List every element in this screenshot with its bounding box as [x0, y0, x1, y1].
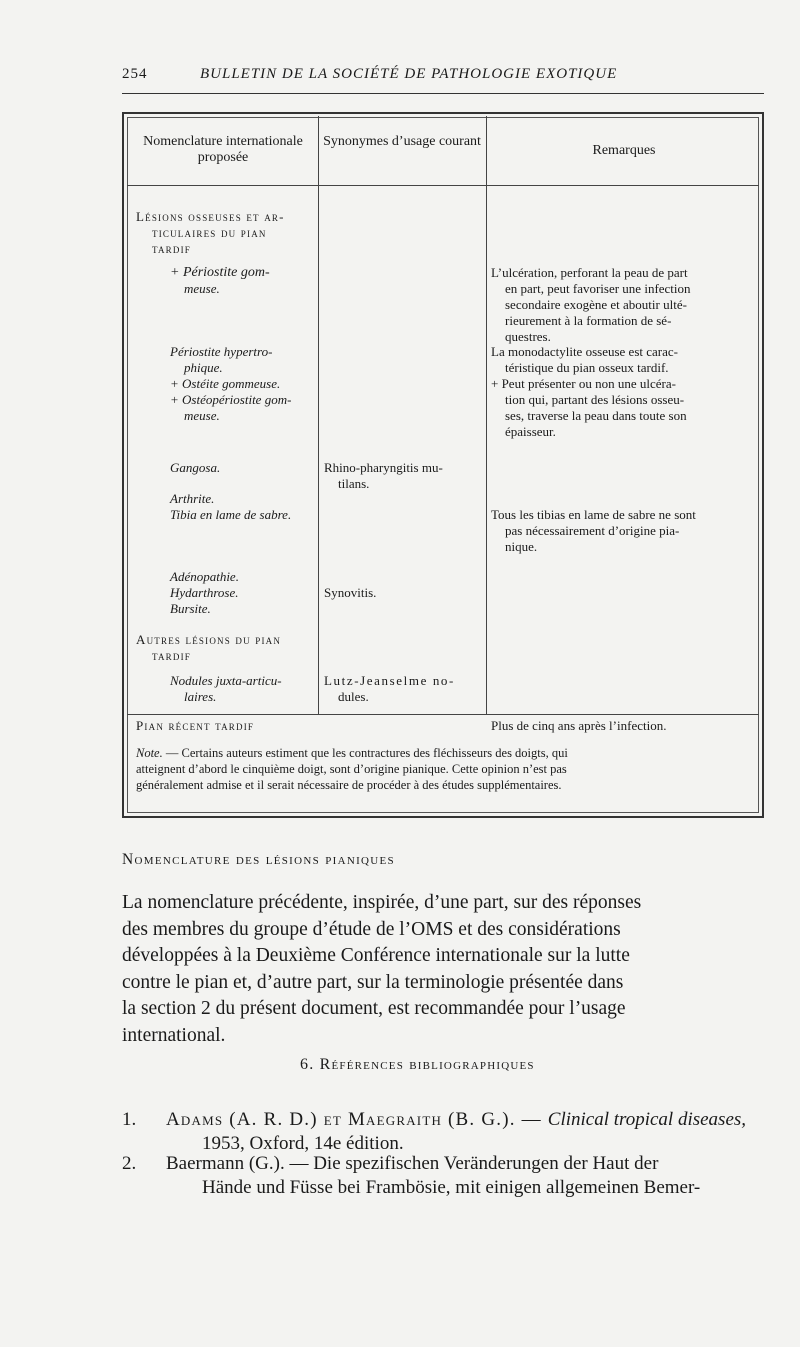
section-title: Nomenclature des lésions pianiques	[122, 851, 395, 868]
reference-item	[122, 1108, 768, 1156]
reference-text: Baermann (G.). — Die spezifischen Veränderungen der Haut der	[166, 1153, 659, 1174]
term: Adénopathie.	[170, 569, 239, 584]
paragraph-line: développées à la Deuxième Conférence internationale sur la lutte	[122, 945, 630, 967]
table-section-heading: Lésions osseuses et ar-	[136, 209, 285, 224]
term: meuse.	[184, 281, 220, 296]
body-paragraph	[122, 890, 768, 1050]
table-section-heading: tardif	[152, 241, 191, 256]
synonym: Rhino-pharyngitis mu-	[324, 460, 443, 475]
synonym: Synovitis.	[324, 585, 377, 600]
note-text: généralement admise et il serait nécessaire de procéder à des études supplémentaires.	[136, 778, 562, 792]
remark: L’ulcération, perforant la peau de part	[491, 265, 688, 280]
remark: + Peut présenter ou non une ulcéra-	[491, 376, 676, 391]
table-body-bottom-rule	[127, 714, 759, 715]
term: Périostite hypertro-	[170, 344, 273, 359]
table-section-heading: Pian récent tardif	[136, 718, 255, 733]
table-column-divider-1	[318, 116, 319, 714]
references-number: 6.	[300, 1056, 315, 1073]
table-section-heading: Autres lésions du pian	[136, 632, 282, 647]
remark: nique.	[505, 539, 538, 554]
reference-title: Clinical tropical diseases,	[547, 1109, 747, 1130]
term: + Ostéite gommeuse.	[170, 376, 281, 391]
term: meuse.	[184, 408, 220, 423]
reference-number: 2.	[122, 1153, 137, 1174]
paragraph-line: des membres du groupe d’étude de l’OMS et des considérations	[122, 918, 621, 940]
synonym: dules.	[338, 689, 369, 704]
term: phique.	[184, 360, 223, 375]
remark: épaisseur.	[505, 424, 556, 439]
paragraph-line: La nomenclature précédente, inspirée, d’une part, sur des réponses	[122, 892, 642, 913]
remark: pas nécessairement d’origine pia-	[505, 523, 680, 538]
synonym: Lutz-Jeanselme no-	[324, 673, 455, 688]
remark: ses, traverse la peau dans toute son	[505, 408, 687, 423]
remark: téristique du pian osseux tardif.	[505, 360, 669, 375]
table-note	[136, 745, 752, 793]
remark: en part, peut favoriser une infection	[505, 281, 691, 296]
remark: tion qui, partant des lésions osseu-	[505, 392, 685, 407]
remark: secondaire exogène et aboutir ulté-	[505, 297, 687, 312]
term: Arthrite.	[170, 491, 215, 506]
reference-number: 1.	[122, 1109, 137, 1130]
page-number: 254	[122, 66, 148, 82]
remark: rieurement à la formation de sé-	[505, 313, 672, 328]
remark: Plus de cinq ans après l’infection.	[491, 718, 667, 733]
table-section-heading: tardif	[152, 648, 191, 663]
header-rule	[122, 93, 764, 94]
reference-text: Hände und Füsse bei Frambösie, mit einigen allgemeinen Bemer-	[202, 1177, 701, 1198]
paragraph-line: la section 2 du présent document, est recommandée pour l’usage	[122, 998, 626, 1020]
note-text: — Certains auteurs estiment que les contractures des fléchisseurs des doigts, qui	[162, 746, 568, 760]
references-heading	[300, 1056, 535, 1074]
term: Nodules juxta-articu-	[170, 673, 282, 688]
term: Gangosa.	[170, 460, 221, 475]
note-label: Note.	[136, 746, 163, 760]
note-text: atteignent d’abord le cinquième doigt, sont d’origine pianique. Cette opinion n’est pas	[136, 762, 567, 776]
journal-title: BULLETIN DE LA SOCIÉTÉ DE PATHOLOGIE EXOTIQUE	[200, 66, 618, 82]
column-header-synonymes: Synonymes d’usage courant	[323, 134, 481, 149]
remark: questres.	[505, 329, 551, 344]
column-header-remarques: Remarques	[592, 143, 656, 158]
remark: Tous les tibias en lame de sabre ne sont	[491, 507, 696, 522]
table-header-rule	[127, 185, 759, 186]
table-section-heading: ticulaires du pian	[152, 225, 267, 240]
synonym: tilans.	[338, 476, 370, 491]
term: + Périostite gom-	[170, 265, 270, 280]
term: Bursite.	[170, 601, 211, 616]
table-column-divider-2	[486, 116, 487, 714]
reference-authors: Adams (A. R. D.) et Maegraith (B. G.). —	[166, 1109, 548, 1130]
paragraph-line: contre le pian et, d’autre part, sur la terminologie présentée dans	[122, 971, 624, 993]
reference-details: 1953, Oxford, 14e édition.	[202, 1133, 404, 1154]
reference-item	[122, 1152, 768, 1200]
term: laires.	[184, 689, 217, 704]
term: Tibia en lame de sabre.	[170, 507, 292, 522]
paragraph-line: international.	[122, 1024, 226, 1046]
column-header-nomenclature: Nomenclature internationale proposée	[143, 134, 303, 165]
remark: La monodactylite osseuse est carac-	[491, 344, 678, 359]
term: Hydarthrose.	[170, 585, 239, 600]
term: + Ostéopériostite gom-	[170, 392, 292, 407]
references-title: Références bibliographiques	[319, 1056, 535, 1073]
